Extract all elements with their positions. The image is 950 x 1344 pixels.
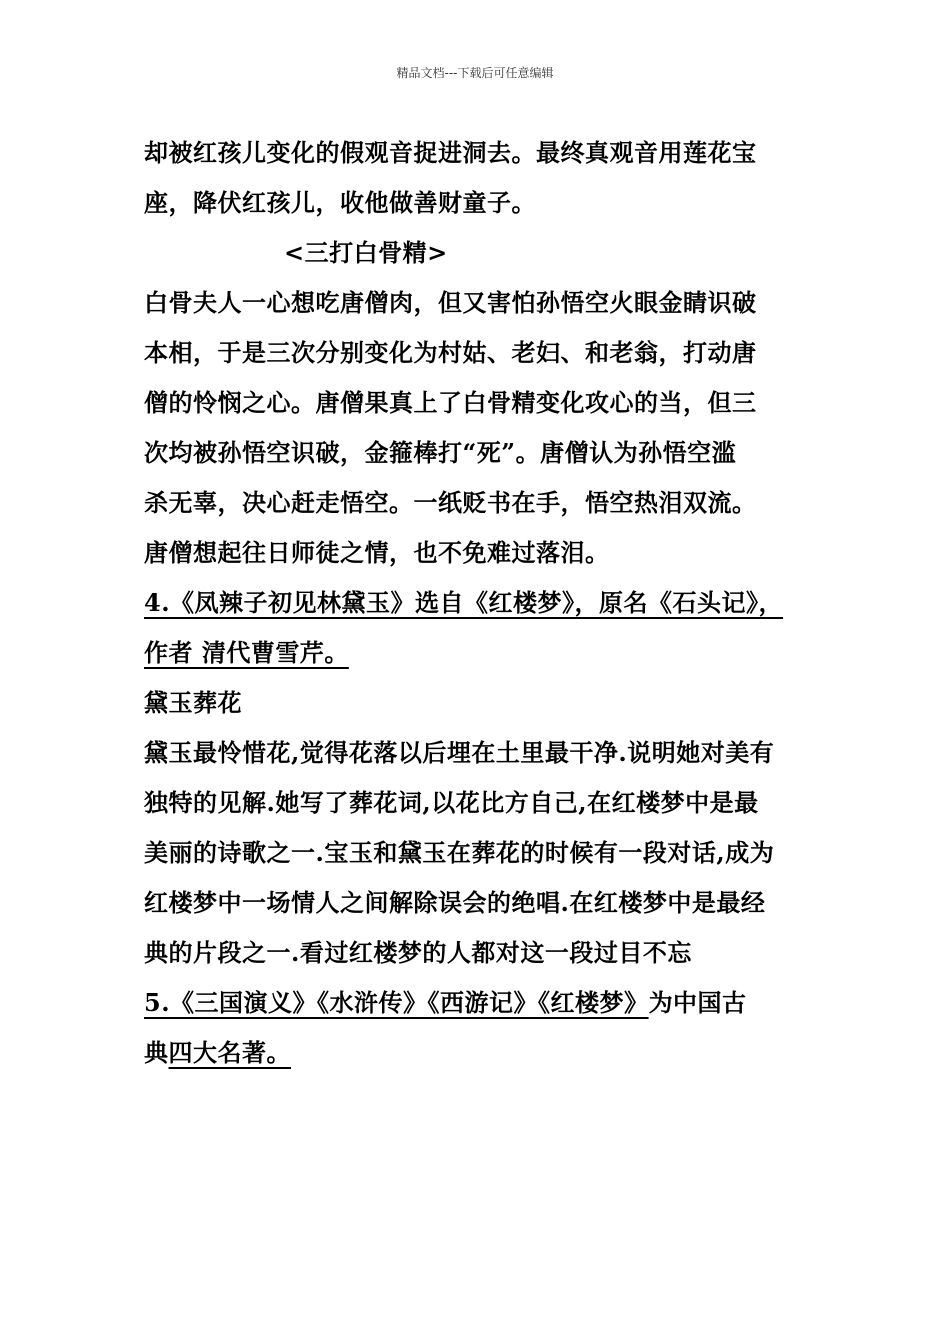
item-5-plain-text: 为中国古 [648,988,747,1017]
item-5-line-2 [144,1028,834,1078]
document-body [144,128,834,1078]
item-5-underlined-text: 四大名著。 [168,1038,291,1067]
item-5-underlined-text: 5.《三国演义》《水浒传》《西游记》《红楼梦》 [144,988,649,1017]
paragraph-line: 红楼梦中一场情人之间解除误会的绝唱.在红楼梦中是最经 [144,888,766,917]
item-5-line-1 [144,978,834,1028]
item-4-line-1 [144,578,834,628]
paragraph-line: 典的片段之一.看过红楼梦的人都对这一段过目不忘 [144,938,692,967]
item-4-line-2 [144,628,834,678]
paragraph-line: 座，降伏红孩儿，收他做善财童子。 [144,188,536,217]
item-5-plain-text: 典 [144,1038,169,1067]
item-4-underlined-text: 4.《凤辣子初见林黛玉》选自《红楼梦》，原名《石头记》， [144,588,784,617]
paragraph-line: 黛玉最怜惜花,觉得花落以后埋在土里最干净.说明她对美有 [144,738,775,767]
section-title-zanghua: 黛玉葬花 [144,688,242,717]
paragraph-line: 独特的见解.她写了葬花词,以花比方自己,在红楼梦中是最 [144,788,759,817]
paragraph-line: 美丽的诗歌之一.宝玉和黛玉在葬花的时候有一段对话,成为 [144,838,775,867]
paragraph-line: 唐僧想起往日师徒之情，也不免难过落泪。 [144,538,610,567]
section-title-baigujing: <三打白骨精> [284,238,448,267]
paragraph-line: 僧的怜悯之心。唐僧果真上了白骨精变化攻心的当，但三 [144,388,757,417]
paragraph-line: 却被红孩儿变化的假观音捉进洞去。最终真观音用莲花宝 [144,138,757,167]
paragraph-line: 杀无辜，决心赶走悟空。一纸贬书在手，悟空热泪双流。 [144,488,757,517]
item-4-underlined-text: 作者 清代曹雪芹。 [144,638,349,667]
page-header: 精品文档---下载后可任意编辑 [396,66,554,80]
paragraph-line: 白骨夫人一心想吃唐僧肉，但又害怕孙悟空火眼金睛识破 [144,288,757,317]
paragraph-line: 本相，于是三次分别变化为村姑、老妇、和老翁，打动唐 [144,338,757,367]
paragraph-line: 次均被孙悟空识破，金箍棒打“死”。唐僧认为孙悟空滥 [144,438,737,467]
